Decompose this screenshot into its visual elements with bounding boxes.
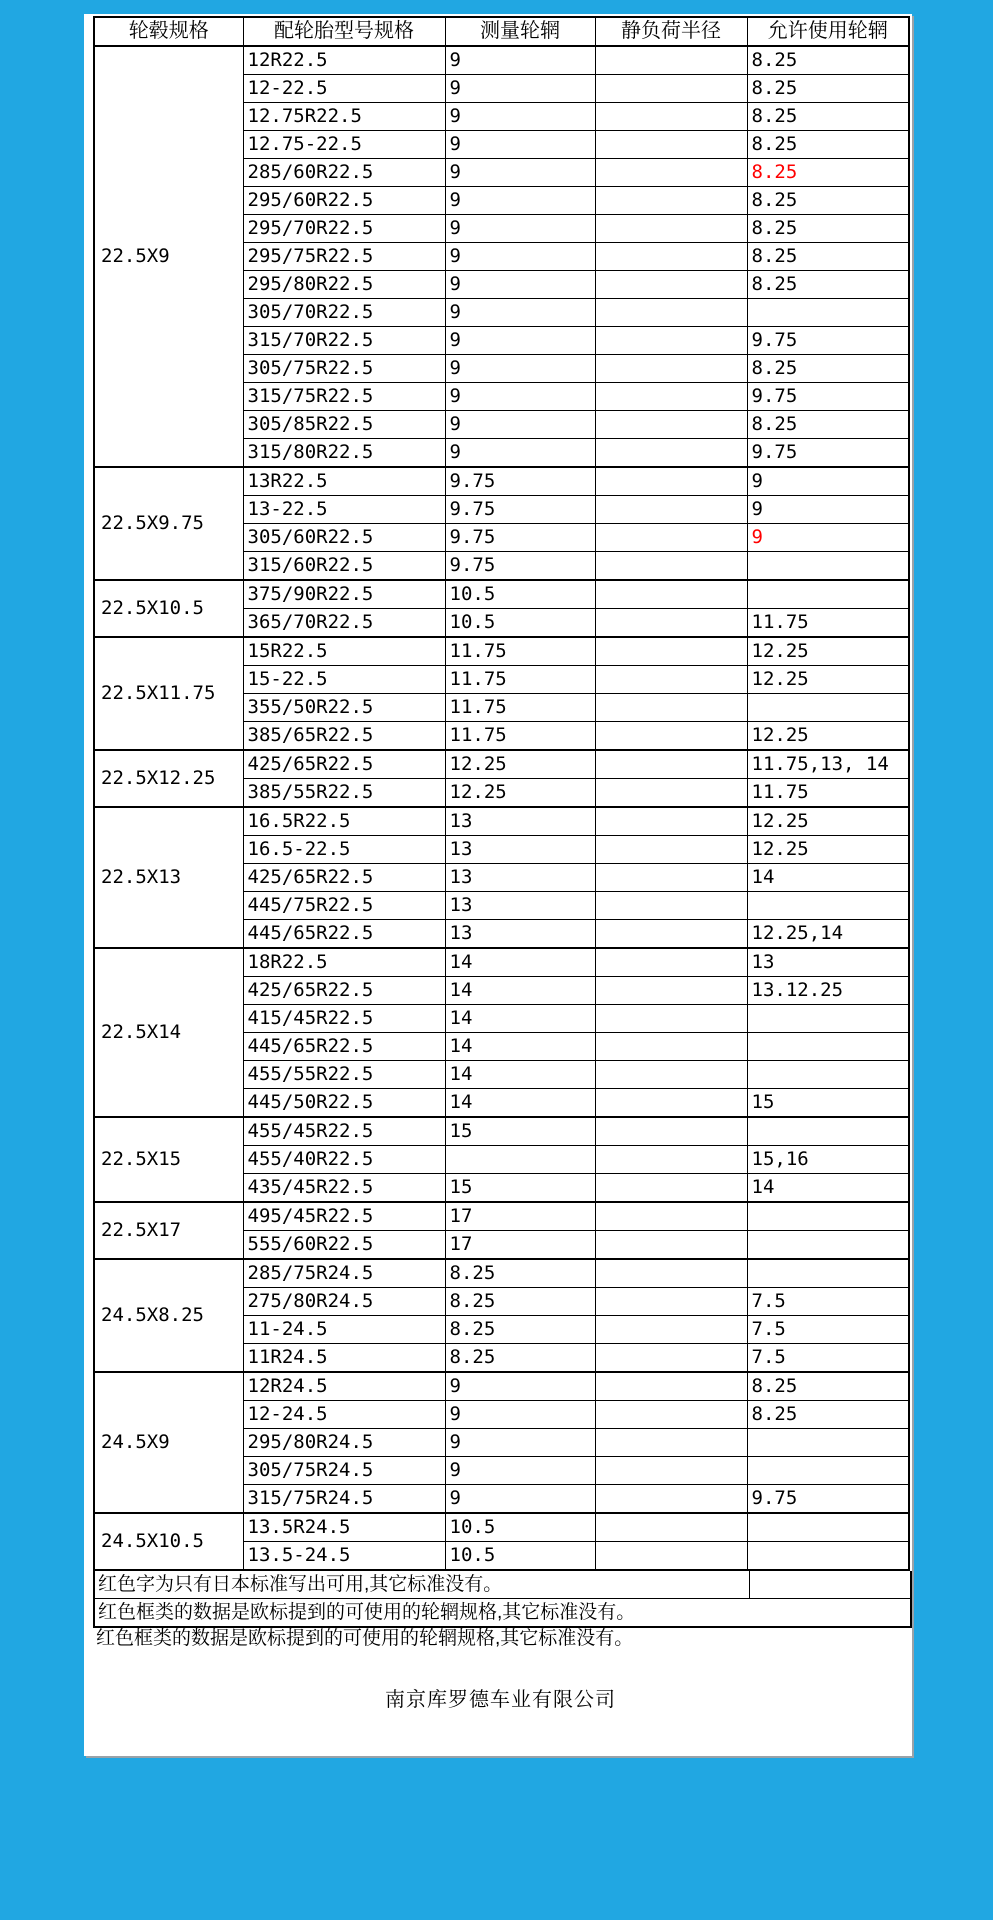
measuring-rim-cell: 8.25 xyxy=(445,1316,595,1344)
tire-cell: 285/75R24.5 xyxy=(243,1259,445,1288)
measuring-rim-cell: 9 xyxy=(445,75,595,103)
allowed-rim-cell: 11.75,13, 14 xyxy=(747,750,909,779)
hub-spec-cell: 22.5X14 xyxy=(94,948,243,1117)
static-load-radius-cell xyxy=(595,1005,747,1033)
tire-cell: 445/75R22.5 xyxy=(243,892,445,920)
static-load-radius-cell xyxy=(595,1288,747,1316)
static-load-radius-cell xyxy=(595,1542,747,1571)
tire-cell: 445/65R22.5 xyxy=(243,920,445,949)
tire-cell: 305/75R24.5 xyxy=(243,1457,445,1485)
allowed-rim-cell xyxy=(747,694,909,722)
static-load-radius-cell xyxy=(595,1429,747,1457)
static-load-radius-cell xyxy=(595,46,747,75)
allowed-rim-cell: 7.5 xyxy=(747,1316,909,1344)
static-load-radius-cell xyxy=(595,75,747,103)
allowed-rim-cell xyxy=(747,1005,909,1033)
tire-cell: 15-22.5 xyxy=(243,666,445,694)
measuring-rim-cell: 9 xyxy=(445,271,595,299)
measuring-rim-cell: 14 xyxy=(445,977,595,1005)
table-row xyxy=(94,1372,909,1401)
tire-cell: 13.5-24.5 xyxy=(243,1542,445,1571)
static-load-radius-cell xyxy=(595,1513,747,1542)
static-load-radius-cell xyxy=(595,779,747,808)
allowed-rim-cell: 12.25 xyxy=(747,836,909,864)
allowed-rim-cell: 8.25 xyxy=(747,159,909,187)
allowed-rim-cell: 12.25 xyxy=(747,666,909,694)
measuring-rim-cell: 11.75 xyxy=(445,637,595,666)
tire-cell: 16.5-22.5 xyxy=(243,836,445,864)
tire-cell: 15R22.5 xyxy=(243,637,445,666)
static-load-radius-cell xyxy=(595,1033,747,1061)
allowed-rim-cell: 9 xyxy=(747,524,909,552)
table-row xyxy=(94,807,909,836)
tire-cell: 13R22.5 xyxy=(243,467,445,496)
allowed-rim-cell: 13.12.25 xyxy=(747,977,909,1005)
measuring-rim-cell: 13 xyxy=(445,920,595,949)
measuring-rim-cell: 8.25 xyxy=(445,1259,595,1288)
measuring-rim-cell: 9 xyxy=(445,46,595,75)
measuring-rim-cell: 9.75 xyxy=(445,467,595,496)
measuring-rim-cell: 15 xyxy=(445,1174,595,1203)
tire-cell: 355/50R22.5 xyxy=(243,694,445,722)
static-load-radius-cell xyxy=(595,1485,747,1514)
tire-cell: 295/80R22.5 xyxy=(243,271,445,299)
measuring-rim-cell: 14 xyxy=(445,948,595,977)
allowed-rim-cell xyxy=(747,1259,909,1288)
allowed-rim-cell xyxy=(747,1231,909,1260)
tire-cell: 295/80R24.5 xyxy=(243,1429,445,1457)
tire-cell: 12R22.5 xyxy=(243,46,445,75)
tire-cell: 435/45R22.5 xyxy=(243,1174,445,1203)
allowed-rim-cell xyxy=(747,892,909,920)
hub-spec-cell: 22.5X12.25 xyxy=(94,750,243,807)
static-load-radius-cell xyxy=(595,609,747,638)
column-header-4: 静负荷半径 xyxy=(595,17,747,46)
static-load-radius-cell xyxy=(595,948,747,977)
table-row xyxy=(94,750,909,779)
allowed-rim-cell: 12.25,14 xyxy=(747,920,909,949)
allowed-rim-cell: 7.5 xyxy=(747,1288,909,1316)
static-load-radius-cell xyxy=(595,327,747,355)
tire-cell: 315/75R22.5 xyxy=(243,383,445,411)
allowed-rim-cell: 8.25 xyxy=(747,75,909,103)
measuring-rim-cell: 9 xyxy=(445,243,595,271)
tire-cell: 415/45R22.5 xyxy=(243,1005,445,1033)
static-load-radius-cell xyxy=(595,807,747,836)
tire-cell: 385/55R22.5 xyxy=(243,779,445,808)
measuring-rim-cell: 9.75 xyxy=(445,496,595,524)
allowed-rim-cell: 12.25 xyxy=(747,637,909,666)
tire-cell: 425/65R22.5 xyxy=(243,864,445,892)
static-load-radius-cell xyxy=(595,159,747,187)
measuring-rim-cell: 14 xyxy=(445,1033,595,1061)
measuring-rim-cell: 8.25 xyxy=(445,1288,595,1316)
tire-cell: 12.75-22.5 xyxy=(243,131,445,159)
static-load-radius-cell xyxy=(595,271,747,299)
allowed-rim-cell: 9 xyxy=(747,496,909,524)
allowed-rim-cell xyxy=(747,1429,909,1457)
note-row-1 xyxy=(95,1571,910,1599)
tire-cell: 445/65R22.5 xyxy=(243,1033,445,1061)
hub-spec-cell: 24.5X8.25 xyxy=(94,1259,243,1372)
static-load-radius-cell xyxy=(595,722,747,751)
spec-table xyxy=(93,16,910,1571)
allowed-rim-cell: 9.75 xyxy=(747,439,909,468)
measuring-rim-cell: 14 xyxy=(445,1089,595,1118)
allowed-rim-cell xyxy=(747,1513,909,1542)
static-load-radius-cell xyxy=(595,552,747,581)
allowed-rim-cell xyxy=(747,1033,909,1061)
tire-cell: 455/55R22.5 xyxy=(243,1061,445,1089)
measuring-rim-cell: 8.25 xyxy=(445,1344,595,1373)
measuring-rim-cell: 9 xyxy=(445,1429,595,1457)
tire-cell: 425/65R22.5 xyxy=(243,750,445,779)
allowed-rim-cell: 8.25 xyxy=(747,355,909,383)
clipped-text-artifact: 红色框类的数据是欧标提到的可使用的轮辋规格,其它标准没有。 xyxy=(96,1628,634,1649)
allowed-rim-cell xyxy=(747,552,909,581)
tire-cell: 495/45R22.5 xyxy=(243,1202,445,1231)
static-load-radius-cell xyxy=(595,1202,747,1231)
tire-cell: 385/65R22.5 xyxy=(243,722,445,751)
static-load-radius-cell xyxy=(595,1089,747,1118)
measuring-rim-cell: 13 xyxy=(445,807,595,836)
static-load-radius-cell xyxy=(595,299,747,327)
tire-cell: 13.5R24.5 xyxy=(243,1513,445,1542)
measuring-rim-cell: 17 xyxy=(445,1231,595,1260)
company-name: 南京库罗德车业有限公司 xyxy=(385,1689,616,1711)
allowed-rim-cell: 8.25 xyxy=(747,271,909,299)
measuring-rim-cell: 17 xyxy=(445,1202,595,1231)
hub-spec-cell: 22.5X13 xyxy=(94,807,243,948)
note-row-2 xyxy=(95,1599,910,1627)
measuring-rim-cell: 9 xyxy=(445,1457,595,1485)
tire-cell: 445/50R22.5 xyxy=(243,1089,445,1118)
tire-cell: 12.75R22.5 xyxy=(243,103,445,131)
measuring-rim-cell: 9 xyxy=(445,1372,595,1401)
allowed-rim-cell: 11.75 xyxy=(747,779,909,808)
table-row xyxy=(94,1202,909,1231)
column-header-2: 配轮胎型号规格 xyxy=(243,17,445,46)
table-row xyxy=(94,580,909,609)
allowed-rim-cell: 14 xyxy=(747,1174,909,1203)
measuring-rim-cell xyxy=(445,1146,595,1174)
measuring-rim-cell: 9 xyxy=(445,327,595,355)
measuring-rim-cell: 11.75 xyxy=(445,666,595,694)
static-load-radius-cell xyxy=(595,864,747,892)
allowed-rim-cell xyxy=(747,299,909,327)
tire-cell: 11-24.5 xyxy=(243,1316,445,1344)
measuring-rim-cell: 9 xyxy=(445,159,595,187)
allowed-rim-cell xyxy=(747,580,909,609)
tire-cell: 295/60R22.5 xyxy=(243,187,445,215)
static-load-radius-cell xyxy=(595,920,747,949)
static-load-radius-cell xyxy=(595,524,747,552)
static-load-radius-cell xyxy=(595,243,747,271)
tire-cell: 18R22.5 xyxy=(243,948,445,977)
tire-cell: 275/80R24.5 xyxy=(243,1288,445,1316)
measuring-rim-cell: 15 xyxy=(445,1117,595,1146)
note-row-1-empty-cell xyxy=(750,1571,910,1598)
allowed-rim-cell: 8.25 xyxy=(747,46,909,75)
measuring-rim-cell: 9 xyxy=(445,1485,595,1514)
tire-cell: 305/60R22.5 xyxy=(243,524,445,552)
static-load-radius-cell xyxy=(595,383,747,411)
tire-cell: 315/75R24.5 xyxy=(243,1485,445,1514)
allowed-rim-cell: 8.25 xyxy=(747,1401,909,1429)
allowed-rim-cell: 9.75 xyxy=(747,1485,909,1514)
measuring-rim-cell: 12.25 xyxy=(445,779,595,808)
static-load-radius-cell xyxy=(595,637,747,666)
hub-spec-cell: 22.5X15 xyxy=(94,1117,243,1202)
static-load-radius-cell xyxy=(595,977,747,1005)
allowed-rim-cell: 7.5 xyxy=(747,1344,909,1373)
static-load-radius-cell xyxy=(595,1372,747,1401)
tire-cell: 375/90R22.5 xyxy=(243,580,445,609)
hub-spec-cell: 22.5X17 xyxy=(94,1202,243,1259)
static-load-radius-cell xyxy=(595,1231,747,1260)
static-load-radius-cell xyxy=(595,439,747,468)
measuring-rim-cell: 9 xyxy=(445,215,595,243)
measuring-rim-cell: 10.5 xyxy=(445,609,595,638)
allowed-rim-cell: 8.25 xyxy=(747,1372,909,1401)
static-load-radius-cell xyxy=(595,1316,747,1344)
column-header-1: 轮毂规格 xyxy=(94,17,243,46)
static-load-radius-cell xyxy=(595,131,747,159)
allowed-rim-cell xyxy=(747,1457,909,1485)
measuring-rim-cell: 9 xyxy=(445,383,595,411)
allowed-rim-cell: 13 xyxy=(747,948,909,977)
static-load-radius-cell xyxy=(595,1061,747,1089)
measuring-rim-cell: 14 xyxy=(445,1061,595,1089)
header-row xyxy=(94,17,909,46)
tire-cell: 455/45R22.5 xyxy=(243,1117,445,1146)
allowed-rim-cell: 8.25 xyxy=(747,103,909,131)
hub-spec-cell: 22.5X10.5 xyxy=(94,580,243,637)
measuring-rim-cell: 9 xyxy=(445,131,595,159)
static-load-radius-cell xyxy=(595,187,747,215)
tire-cell: 13-22.5 xyxy=(243,496,445,524)
measuring-rim-cell: 9 xyxy=(445,439,595,468)
static-load-radius-cell xyxy=(595,215,747,243)
hub-spec-cell: 22.5X9 xyxy=(94,46,243,467)
table-row xyxy=(94,637,909,666)
static-load-radius-cell xyxy=(595,1174,747,1203)
table-row xyxy=(94,1117,909,1146)
allowed-rim-cell xyxy=(747,1117,909,1146)
allowed-rim-cell: 14 xyxy=(747,864,909,892)
measuring-rim-cell: 9 xyxy=(445,1401,595,1429)
allowed-rim-cell: 15,16 xyxy=(747,1146,909,1174)
column-header-5: 允许使用轮辋 xyxy=(747,17,909,46)
static-load-radius-cell xyxy=(595,1259,747,1288)
hub-spec-cell: 22.5X9.75 xyxy=(94,467,243,580)
column-header-3: 测量轮辋 xyxy=(445,17,595,46)
notes-box xyxy=(93,1571,912,1628)
tire-cell: 16.5R22.5 xyxy=(243,807,445,836)
allowed-rim-cell: 12.25 xyxy=(747,722,909,751)
static-load-radius-cell xyxy=(595,496,747,524)
measuring-rim-cell: 9.75 xyxy=(445,524,595,552)
tire-cell: 12R24.5 xyxy=(243,1372,445,1401)
static-load-radius-cell xyxy=(595,1457,747,1485)
tire-cell: 295/75R22.5 xyxy=(243,243,445,271)
allowed-rim-cell xyxy=(747,1061,909,1089)
tire-cell: 315/70R22.5 xyxy=(243,327,445,355)
note-line-2: 红色框类的数据是欧标提到的可使用的轮辋规格,其它标准没有。 xyxy=(98,1602,636,1623)
tire-cell: 12-22.5 xyxy=(243,75,445,103)
allowed-rim-cell: 9 xyxy=(747,467,909,496)
measuring-rim-cell: 10.5 xyxy=(445,1542,595,1571)
tire-cell: 315/60R22.5 xyxy=(243,552,445,581)
static-load-radius-cell xyxy=(595,355,747,383)
measuring-rim-cell: 9 xyxy=(445,411,595,439)
static-load-radius-cell xyxy=(595,1401,747,1429)
measuring-rim-cell: 13 xyxy=(445,864,595,892)
allowed-rim-cell: 8.25 xyxy=(747,215,909,243)
measuring-rim-cell: 14 xyxy=(445,1005,595,1033)
allowed-rim-cell xyxy=(747,1202,909,1231)
static-load-radius-cell xyxy=(595,1117,747,1146)
spec-table-header xyxy=(94,17,909,46)
table-row xyxy=(94,1513,909,1542)
tire-cell: 455/40R22.5 xyxy=(243,1146,445,1174)
spec-table-body xyxy=(94,46,909,1570)
allowed-rim-cell: 8.25 xyxy=(747,187,909,215)
tire-cell: 425/65R22.5 xyxy=(243,977,445,1005)
measuring-rim-cell: 9 xyxy=(445,187,595,215)
static-load-radius-cell xyxy=(595,694,747,722)
static-load-radius-cell xyxy=(595,580,747,609)
measuring-rim-cell: 13 xyxy=(445,836,595,864)
static-load-radius-cell xyxy=(595,892,747,920)
allowed-rim-cell: 8.25 xyxy=(747,131,909,159)
static-load-radius-cell xyxy=(595,1344,747,1373)
table-row xyxy=(94,467,909,496)
static-load-radius-cell xyxy=(595,103,747,131)
white-sheet-panel xyxy=(84,14,912,1756)
measuring-rim-cell: 10.5 xyxy=(445,580,595,609)
allowed-rim-cell: 8.25 xyxy=(747,411,909,439)
static-load-radius-cell xyxy=(595,467,747,496)
static-load-radius-cell xyxy=(595,750,747,779)
hub-spec-cell: 24.5X9 xyxy=(94,1372,243,1513)
table-row xyxy=(94,1259,909,1288)
tire-cell: 305/70R22.5 xyxy=(243,299,445,327)
tire-cell: 11R24.5 xyxy=(243,1344,445,1373)
allowed-rim-cell xyxy=(747,1542,909,1571)
allowed-rim-cell: 12.25 xyxy=(747,807,909,836)
allowed-rim-cell: 11.75 xyxy=(747,609,909,638)
measuring-rim-cell: 9 xyxy=(445,355,595,383)
tire-cell: 315/80R22.5 xyxy=(243,439,445,468)
tire-cell: 305/75R22.5 xyxy=(243,355,445,383)
measuring-rim-cell: 11.75 xyxy=(445,722,595,751)
tire-cell: 305/85R22.5 xyxy=(243,411,445,439)
measuring-rim-cell: 9 xyxy=(445,299,595,327)
static-load-radius-cell xyxy=(595,836,747,864)
static-load-radius-cell xyxy=(595,1146,747,1174)
measuring-rim-cell: 13 xyxy=(445,892,595,920)
static-load-radius-cell xyxy=(595,666,747,694)
hub-spec-cell: 24.5X10.5 xyxy=(94,1513,243,1570)
note-line-1: 红色字为只有日本标准写出可用,其它标准没有。 xyxy=(95,1571,750,1598)
tire-cell: 285/60R22.5 xyxy=(243,159,445,187)
tire-cell: 295/70R22.5 xyxy=(243,215,445,243)
static-load-radius-cell xyxy=(595,411,747,439)
allowed-rim-cell: 9.75 xyxy=(747,383,909,411)
tire-cell: 555/60R22.5 xyxy=(243,1231,445,1260)
measuring-rim-cell: 11.75 xyxy=(445,694,595,722)
measuring-rim-cell: 10.5 xyxy=(445,1513,595,1542)
hub-spec-cell: 22.5X11.75 xyxy=(94,637,243,750)
allowed-rim-cell: 9.75 xyxy=(747,327,909,355)
measuring-rim-cell: 9.75 xyxy=(445,552,595,581)
tire-cell: 12-24.5 xyxy=(243,1401,445,1429)
measuring-rim-cell: 12.25 xyxy=(445,750,595,779)
allowed-rim-cell: 15 xyxy=(747,1089,909,1118)
table-row xyxy=(94,948,909,977)
table-row xyxy=(94,46,909,75)
allowed-rim-cell: 8.25 xyxy=(747,243,909,271)
tire-cell: 365/70R22.5 xyxy=(243,609,445,638)
measuring-rim-cell: 9 xyxy=(445,103,595,131)
